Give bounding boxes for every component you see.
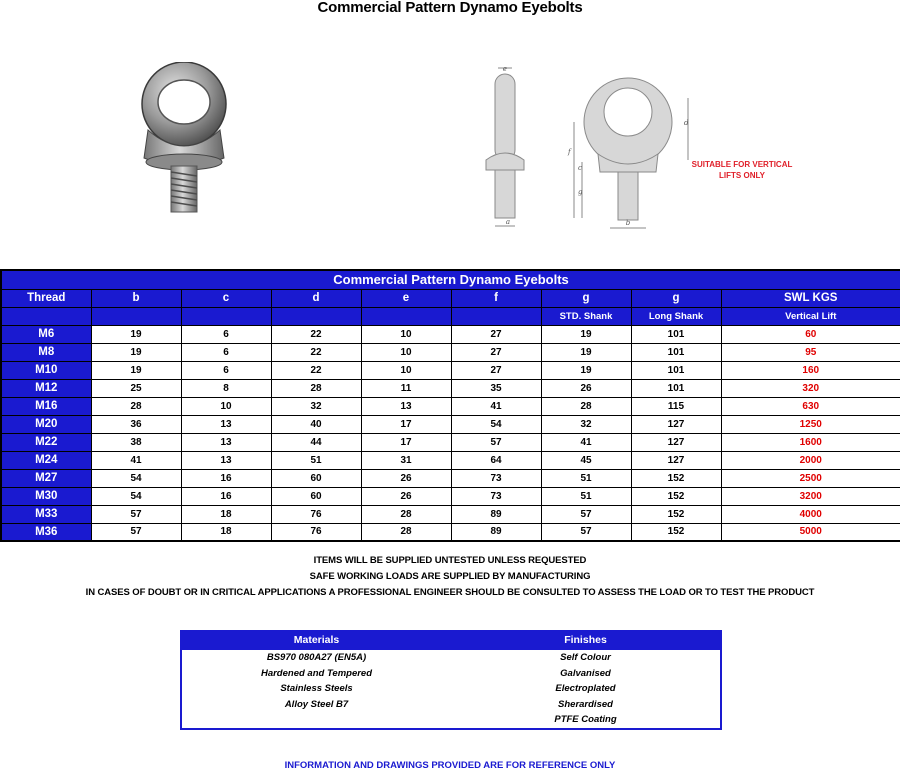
cell-e: 11 [361, 379, 451, 397]
cell-c: 10 [181, 397, 271, 415]
cell-g-std: 32 [541, 415, 631, 433]
cell-g-long: 101 [631, 325, 721, 343]
cell-g-long: 101 [631, 361, 721, 379]
table-row [1, 397, 900, 415]
col-header-d: d [271, 289, 361, 307]
col-header-f: f [451, 289, 541, 307]
col-header-thread: Thread [1, 289, 91, 307]
cell-g-long: 127 [631, 451, 721, 469]
subheader-c [181, 307, 271, 325]
note-line: ITEMS WILL BE SUPPLIED UNTESTED UNLESS REQUESTED [313, 555, 587, 566]
cell-d: 44 [271, 433, 361, 451]
cell-f: 57 [451, 433, 541, 451]
cell-c: 8 [181, 379, 271, 397]
cell-c: 13 [181, 415, 271, 433]
cell-thread: M8 [1, 343, 91, 361]
subheader-e [361, 307, 451, 325]
finish-item: Galvanised [560, 667, 611, 679]
cell-g-long: 127 [631, 415, 721, 433]
cell-e: 10 [361, 343, 451, 361]
cell-d: 22 [271, 343, 361, 361]
cell-b: 38 [91, 433, 181, 451]
vertical-lift-note-line1: SUITABLE FOR VERTICAL [691, 160, 793, 169]
page-title: Commercial Pattern Dynamo Eyebolts [317, 0, 583, 16]
cell-c: 6 [181, 361, 271, 379]
cell-g-std: 19 [541, 361, 631, 379]
cell-thread: M33 [1, 505, 91, 523]
subheader-swl: Vertical Lift [721, 307, 900, 325]
table-row [1, 487, 900, 505]
cell-f: 64 [451, 451, 541, 469]
table-row [1, 523, 900, 541]
cell-e: 28 [361, 523, 451, 541]
note-line: IN CASES OF DOUBT OR IN CRITICAL APPLICATIONS A PROFESSIONAL ENGINEER SHOULD BE CONSULTED TO ASSESS THE LOAD OR TO TEST THE PRODUCT [85, 587, 815, 598]
table-row [1, 361, 900, 379]
dim-label-c: c [578, 164, 582, 172]
materials-header: Materials [181, 631, 451, 649]
material-item: Hardened and Tempered [260, 667, 373, 679]
col-header-e: e [361, 289, 451, 307]
cell-c: 6 [181, 343, 271, 361]
cell-c: 6 [181, 325, 271, 343]
list-item [181, 649, 721, 666]
cell-swl: 320 [721, 379, 900, 397]
cell-swl: 1250 [721, 415, 900, 433]
cell-g-std: 28 [541, 397, 631, 415]
subheader-g-std: STD. Shank [541, 307, 631, 325]
subheader-g-long: Long Shank [631, 307, 721, 325]
finish-item: Sherardised [558, 698, 613, 710]
cell-c: 18 [181, 523, 271, 541]
eyebolt-photo [118, 62, 258, 224]
cell-g-long: 152 [631, 469, 721, 487]
cell-b: 28 [91, 397, 181, 415]
dim-label-b: b [625, 219, 631, 227]
cell-thread: M16 [1, 397, 91, 415]
cell-swl: 5000 [721, 523, 900, 541]
cell-g-long: 152 [631, 523, 721, 541]
vertical-lift-note [672, 159, 812, 181]
cell-g-std: 57 [541, 523, 631, 541]
cell-f: 41 [451, 397, 541, 415]
table-row [1, 325, 900, 343]
cell-g-std: 26 [541, 379, 631, 397]
cell-e: 28 [361, 505, 451, 523]
cell-b: 41 [91, 451, 181, 469]
material-item: BS970 080A27 (EN5A) [181, 649, 451, 666]
cell-c: 13 [181, 451, 271, 469]
dim-label-a: a [505, 218, 511, 226]
table-row [1, 451, 900, 469]
list-item [181, 712, 721, 729]
cell-g-std: 19 [541, 325, 631, 343]
cell-g-long: 115 [631, 397, 721, 415]
cell-f: 27 [451, 325, 541, 343]
cell-f: 27 [451, 361, 541, 379]
spec-table-header-row [1, 289, 900, 307]
table-row [1, 469, 900, 487]
cell-g-std: 51 [541, 487, 631, 505]
cell-d: 76 [271, 505, 361, 523]
table-row [1, 415, 900, 433]
cell-c: 13 [181, 433, 271, 451]
cell-f: 73 [451, 469, 541, 487]
cell-e: 10 [361, 325, 451, 343]
subheader-b [91, 307, 181, 325]
cell-g-std: 41 [541, 433, 631, 451]
cell-b: 36 [91, 415, 181, 433]
col-header-swl: SWL KGS [721, 289, 900, 307]
cell-d: 22 [271, 361, 361, 379]
spec-table-subheader-row [1, 307, 900, 325]
cell-g-std: 51 [541, 469, 631, 487]
cell-g-long: 101 [631, 343, 721, 361]
cell-g-long: 152 [631, 505, 721, 523]
cell-b: 19 [91, 343, 181, 361]
cell-e: 10 [361, 361, 451, 379]
eyebolt-technical-drawing [478, 62, 708, 234]
cell-f: 89 [451, 523, 541, 541]
list-item [181, 697, 721, 713]
cell-swl: 3200 [721, 487, 900, 505]
cell-f: 89 [451, 505, 541, 523]
cell-b: 54 [91, 469, 181, 487]
cell-d: 22 [271, 325, 361, 343]
cell-b: 25 [91, 379, 181, 397]
dim-label-f: f [568, 148, 571, 156]
cell-swl: 95 [721, 343, 900, 361]
spec-table-title: Commercial Pattern Dynamo Eyebolts [1, 270, 900, 289]
cell-g-std: 57 [541, 505, 631, 523]
subheader-f [451, 307, 541, 325]
eyebolt-spec-table [0, 269, 900, 542]
list-item [181, 666, 721, 682]
cell-d: 60 [271, 469, 361, 487]
subheader-thread [1, 307, 91, 325]
cell-f: 27 [451, 343, 541, 361]
cell-b: 19 [91, 325, 181, 343]
cell-e: 17 [361, 415, 451, 433]
table-row [1, 379, 900, 397]
list-item [181, 681, 721, 697]
cell-thread: M27 [1, 469, 91, 487]
cell-e: 13 [361, 397, 451, 415]
reference-disclaimer: INFORMATION AND DRAWINGS PROVIDED ARE FOR REFERENCE ONLY [284, 760, 616, 771]
material-item: Alloy Steel B7 [284, 698, 349, 710]
cell-thread: M12 [1, 379, 91, 397]
cell-b: 19 [91, 361, 181, 379]
cell-e: 31 [361, 451, 451, 469]
note-line: SAFE WORKING LOADS ARE SUPPLIED BY MANUFACTURING [309, 571, 591, 582]
cell-swl: 4000 [721, 505, 900, 523]
cell-c: 18 [181, 505, 271, 523]
materials-finishes-table [180, 630, 722, 730]
cell-thread: M6 [1, 325, 91, 343]
cell-swl: 160 [721, 361, 900, 379]
dim-label-d: d [684, 119, 689, 127]
cell-f: 54 [451, 415, 541, 433]
cell-d: 28 [271, 379, 361, 397]
cell-thread: M36 [1, 523, 91, 541]
cell-b: 54 [91, 487, 181, 505]
cell-b: 57 [91, 505, 181, 523]
col-header-b: b [91, 289, 181, 307]
dim-label-g: g [578, 188, 583, 196]
cell-swl: 2000 [721, 451, 900, 469]
cell-g-std: 19 [541, 343, 631, 361]
cell-e: 26 [361, 487, 451, 505]
subheader-d [271, 307, 361, 325]
cell-d: 51 [271, 451, 361, 469]
cell-d: 76 [271, 523, 361, 541]
cell-b: 57 [91, 523, 181, 541]
cell-g-long: 152 [631, 487, 721, 505]
table-row [1, 343, 900, 361]
cell-g-std: 45 [541, 451, 631, 469]
cell-f: 35 [451, 379, 541, 397]
cell-c: 16 [181, 487, 271, 505]
dim-label-e: e [502, 65, 508, 73]
cell-f: 73 [451, 487, 541, 505]
vertical-lift-note-line2: LIFTS ONLY [719, 171, 765, 180]
cell-thread: M20 [1, 415, 91, 433]
col-header-c: c [181, 289, 271, 307]
cell-swl: 1600 [721, 433, 900, 451]
cell-swl: 2500 [721, 469, 900, 487]
cell-d: 40 [271, 415, 361, 433]
col-header-g-long: g [631, 289, 721, 307]
cell-thread: M10 [1, 361, 91, 379]
cell-g-long: 127 [631, 433, 721, 451]
finishes-header: Finishes [451, 631, 721, 649]
cell-d: 60 [271, 487, 361, 505]
cell-thread: M24 [1, 451, 91, 469]
table-row [1, 433, 900, 451]
cell-thread: M30 [1, 487, 91, 505]
cell-thread: M22 [1, 433, 91, 451]
cell-e: 17 [361, 433, 451, 451]
cell-e: 26 [361, 469, 451, 487]
cell-swl: 60 [721, 325, 900, 343]
material-item [181, 712, 451, 729]
finish-item: Self Colour [451, 649, 721, 666]
material-item: Stainless Steels [280, 683, 353, 695]
cell-c: 16 [181, 469, 271, 487]
cell-swl: 630 [721, 397, 900, 415]
cell-g-long: 101 [631, 379, 721, 397]
finish-item: Electroplated [555, 683, 616, 695]
finish-item: PTFE Coating [554, 714, 617, 726]
col-header-g-std: g [541, 289, 631, 307]
cell-d: 32 [271, 397, 361, 415]
table-row [1, 505, 900, 523]
supply-notes [0, 553, 900, 601]
